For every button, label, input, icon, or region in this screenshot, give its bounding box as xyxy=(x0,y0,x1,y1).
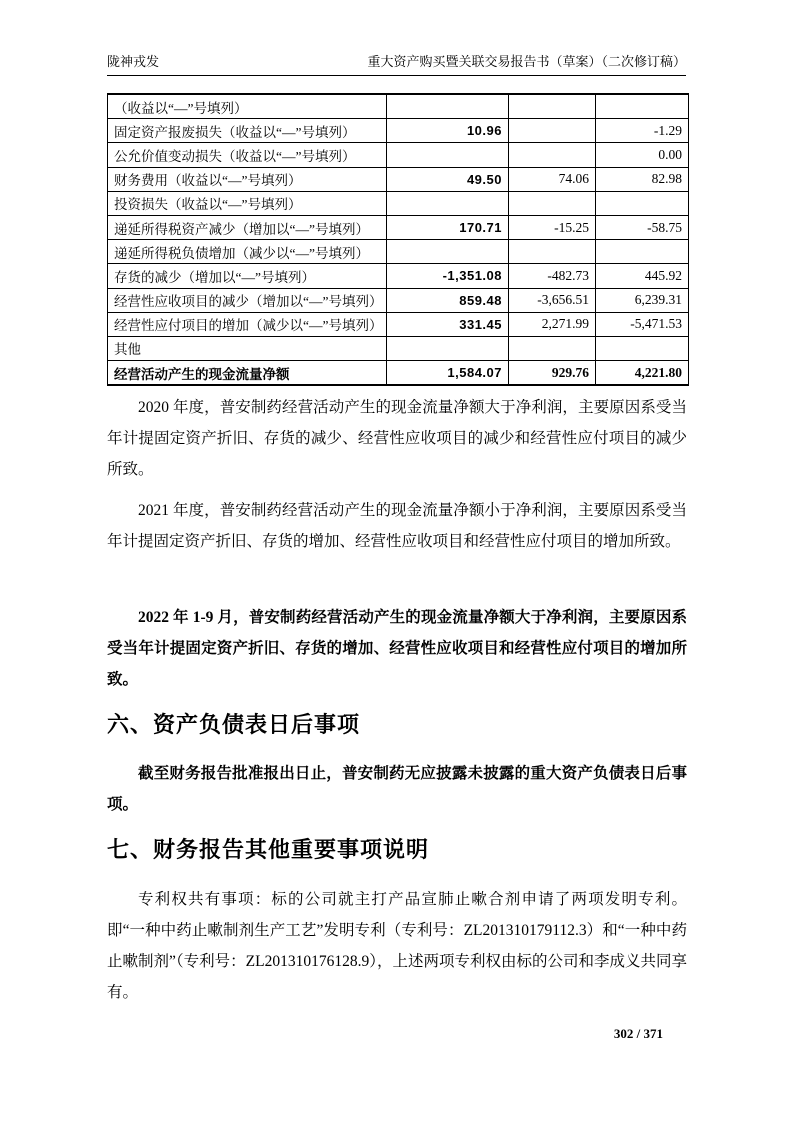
value-col-3: 445.92 xyxy=(596,264,689,288)
value-col-1 xyxy=(387,143,509,167)
row-label: （收益以“—”号填列） xyxy=(108,94,387,119)
paragraph-patent-note: 专利权共有事项：标的公司就主打产品宣肺止嗽合剂申请了两项发明专利。即“一种中药止嗽制剂生产工艺”发明专利（专利号：ZL201310179112.3）和“一种中药止嗽制剂”（专利号：ZL201310176128.9），上述两项专利权由标的公司和李成义共同享有。 xyxy=(107,891,687,1001)
value-col-3 xyxy=(596,336,689,360)
row-label: 其他 xyxy=(108,336,387,360)
row-label: 经营活动产生的现金流量净额 xyxy=(108,361,387,386)
paragraph-2020: 2020 年度，普安制药经营活动产生的现金流量净额大于净利润，主要原因系受当年计提固定资产折旧、存货的减少、经营性应收项目的减少和经营性应付项目的减少所致。 xyxy=(107,399,687,478)
value-col-1: 10.96 xyxy=(387,119,509,143)
value-col-2 xyxy=(509,336,596,360)
table-row xyxy=(108,215,689,239)
value-col-3: 6,239.31 xyxy=(596,288,689,312)
value-col-3: -5,471.53 xyxy=(596,312,689,336)
value-col-2: 929.76 xyxy=(509,361,596,386)
value-col-3: 4,221.80 xyxy=(596,361,689,386)
row-label: 存货的减少（增加以“—”号填列） xyxy=(108,264,387,288)
value-col-2 xyxy=(509,94,596,119)
value-col-2 xyxy=(509,143,596,167)
table-row xyxy=(108,240,689,264)
value-col-3 xyxy=(596,191,689,215)
table-row xyxy=(108,264,689,288)
value-col-2: 74.06 xyxy=(509,167,596,191)
section-6-heading: 六、资产负债表日后事项 xyxy=(107,712,361,737)
page-header xyxy=(107,54,686,76)
value-col-1 xyxy=(387,191,509,215)
value-col-1 xyxy=(387,336,509,360)
table-row xyxy=(108,288,689,312)
value-col-1 xyxy=(387,240,509,264)
header-company-name: 陇神戎发 xyxy=(107,54,160,69)
paragraph-2022: 2022 年 1-9 月，普安制药经营活动产生的现金流量净额大于净利润，主要原因系受当年计提固定资产折旧、存货的增加、经营性应收项目和经营性应付项目的增加所致。 xyxy=(107,609,687,688)
row-label: 公允价值变动损失（收益以“—”号填列） xyxy=(108,143,387,167)
table-row xyxy=(108,336,689,360)
value-col-3: -58.75 xyxy=(596,215,689,239)
value-col-2: -15.25 xyxy=(509,215,596,239)
table-row xyxy=(108,191,689,215)
page-number: 302 / 371 xyxy=(613,1026,663,1041)
row-label: 经营性应收项目的减少（增加以“—”号填列） xyxy=(108,288,387,312)
row-label: 递延所得税负债增加（减少以“—”号填列） xyxy=(108,240,387,264)
value-col-3 xyxy=(596,240,689,264)
value-col-3 xyxy=(596,94,689,119)
row-label: 财务费用（收益以“—”号填列） xyxy=(108,167,387,191)
table-row xyxy=(108,119,689,143)
table-row xyxy=(108,167,689,191)
row-label: 固定资产报废损失（收益以“—”号填列） xyxy=(108,119,387,143)
value-col-1: 859.48 xyxy=(387,288,509,312)
value-col-2 xyxy=(509,191,596,215)
value-col-1: 1,584.07 xyxy=(387,361,509,386)
value-col-1 xyxy=(387,94,509,119)
cash-flow-table xyxy=(107,93,689,386)
value-col-2 xyxy=(509,240,596,264)
value-col-1: 331.45 xyxy=(387,312,509,336)
value-col-2: -482.73 xyxy=(509,264,596,288)
row-label: 递延所得税资产减少（增加以“—”号填列） xyxy=(108,215,387,239)
paragraph-balance-sheet-events: 截至财务报告批准报出日止，普安制药无应披露未披露的重大资产负债表日后事项。 xyxy=(107,765,687,813)
value-col-3: 0.00 xyxy=(596,143,689,167)
table-row-total xyxy=(108,361,689,386)
value-col-1: 170.71 xyxy=(387,215,509,239)
value-col-2: -3,656.51 xyxy=(509,288,596,312)
value-col-1: -1,351.08 xyxy=(387,264,509,288)
table-row xyxy=(108,94,689,119)
row-label: 经营性应付项目的增加（减少以“—”号填列） xyxy=(108,312,387,336)
header-report-title: 重大资产购买暨关联交易报告书（草案）（二次修订稿） xyxy=(367,54,686,69)
table-row xyxy=(108,312,689,336)
value-col-2 xyxy=(509,119,596,143)
value-col-3: 82.98 xyxy=(596,167,689,191)
value-col-1: 49.50 xyxy=(387,167,509,191)
section-7-heading: 七、财务报告其他重要事项说明 xyxy=(107,837,430,862)
paragraph-2021: 2021 年度，普安制药经营活动产生的现金流量净额小于净利润，主要原因系受当年计提固定资产折旧、存货的增加、经营性应收项目和经营性应付项目的增加所致。 xyxy=(107,502,687,550)
value-col-2: 2,271.99 xyxy=(509,312,596,336)
value-col-3: -1.29 xyxy=(596,119,689,143)
row-label: 投资损失（收益以“—”号填列） xyxy=(108,191,387,215)
table-row xyxy=(108,143,689,167)
